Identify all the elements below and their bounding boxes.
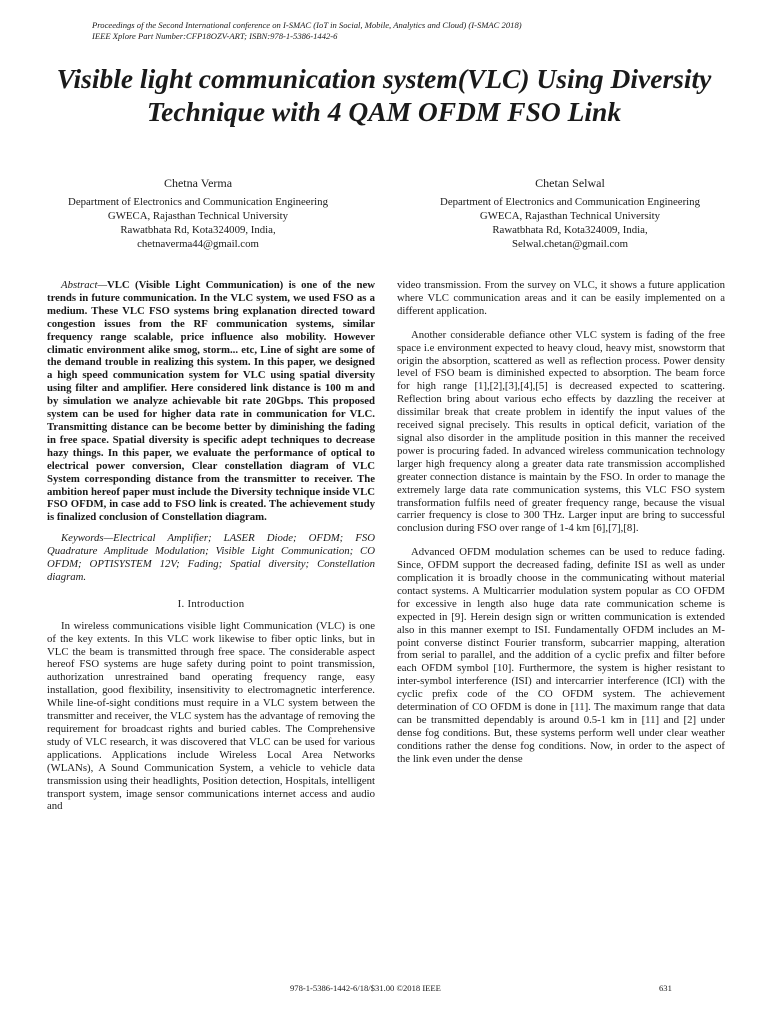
abstract-paragraph [47,279,375,524]
author-dept: Department of Electronics and Communication Engineering [440,196,700,208]
body-paragraph-2: Another considerable defiance other VLC system is fading of the free space i.e environment expected to heavy cloud, heavy mist, snowstorm that origin the absorption, scattered as well as reflection process. Power density level of FSO beam is diminished expected to absorption. The beam force for high range [1],[2],[3],[4],[5] is decreased expected to scattering. Reflection bring about various echo effects by dazzling the receiver at dissimilar break that create problem in identify the input values of the received signal precisely. This results in optical deficit, variation of the signal also disorder in the amplitude position in this manner the received power is procuring faded. In advanced wireless communication technology larger high frequency along a greater data rate transmission accomplished greater connection distance is maintain by the FSO. In order to manage the extremely large data rate communication systems, this VLC FSO system transformation fulfils need of greater frequency range, because the visual carrier frequency is close to 300 THz. Larger input are bring to successful conclusion during FSO over range of 1-4 km [6],[7],[8]. [397,328,725,535]
footer-copyright: 978-1-5386-1442-6/18/$31.00 ©2018 IEEE [290,983,441,993]
abstract-dash: — [97,279,107,291]
author-address: Rawatbhata Rd, Kota324009, India, [492,224,648,236]
author-block-1 [33,176,363,251]
author-email: chetnaverma44@gmail.com [137,238,259,250]
body-paragraph-3: Advanced OFDM modulation schemes can be used to reduce fading. Since, OFDM support the decreased fading, definite ISI as well as under complication it is broadly choose in the communicating without material contact systems. A Multicarrier modulation system popular as CO OFDM for excessive in length also huge data rate communication scheme is expected in [9]. Herein design sign or written communication is extended also in this manner exempt to ISI. Fundamentally OFDM includes an M-point converse distinct Fourier transform, subcarrier mapping, alteration from serial to parallel, and the addition of a cyclic prefix and filter before each OFDM symbol [10]. Furthermore, the system is higher resistant to inter-symbol interference (ISI) and intercarrier interference (ICI) with the cyclic prefix code of the CO OFDM system. The achievement determination of CO OFDM is done in [11]. The maximum range that data can be transmitted dependably is around 0.5-1 km in [11] and [2] under dense fog conditions. But, these systems perform well under clear weather conditions rather the dense fog conditions. Now, in order to the aspect of the link even under the dense [397,546,725,765]
author-block-2 [405,176,735,251]
author-univ: GWECA, Rajasthan Technical University [107,210,289,222]
intro-paragraph-1: In wireless communications visible light Communication (VLC) is one of the key extents. In this VLC work likewise to fiber optic links, but in VLC the beam is transmitted through free space. The considerable aspect hereof FSO systems are huge safety during point to point transmission, authorization unrestrained band operating frequency range, easy installation, good flexibility, insensitivity to electromagnetic interference. While line-of-sight conditions must require in a VLC system between the transmitter and receiver, the VLC system has the advantage of removing the requirement for broadcast rights and buried cables. The Comprehensive study of VLC research, it was discovered that VLC can be used for various applications. Applications include Wireless Local Area Networks (WLANs), A Sound Communication System, a vehicle to vehicle data transmission using their headlights, Position detection, Hospitals, intelligent transport system, image sensor communications internet access and audio and [47,619,375,813]
paper-title: Visible light communication system(VLC) Using Diversity Technique with 4 QAM OFDM FSO Link [56,63,712,127]
right-column [397,279,725,766]
keywords: Keywords—Electrical Amplifier; LASER Diode; OFDM; FSO Quadrature Amplitude Modulation; Visible Light Communication; CO OFDM; OPTISYSTEM 12V; Fading; Spatial diversity; Constellation diagram. [47,532,375,583]
proceedings-header: Proceedings of the Second International conference on I-SMAC (IoT in Social, Mobile, Analytics and Cloud) (I-SMAC 2018) [92,20,522,30]
author-name: Chetan Selwal [535,176,605,190]
isbn-header: IEEE Xplore Part Number:CFP18OZV-ART; ISBN:978-1-5386-1442-6 [92,31,338,41]
abstract-text: VLC (Visible Light Communication) is one of the new trends in future communication. In the VLC system, we used FSO as a medium. These VLC FSO systems bring explanation directed toward congestion issues from the RF communication systems, similar frequency range scalable, price influence also mobility. However climatic environment alike smog, storm... etc, Line of sight are some of the demand trouble in realizing this system. In this paper, we designed a high speed communication system for VLC using spatial diversity using filter and amplifier. Here considered link distance is 100 m and by simulation we analyze achievable bit rate 20Gbps. This proposed system can be used for higher data rate in communication for VLC. Transmitting distance can be become better by diminishing the fading in free space. Spatial diversity is specific adept techniques to decrease hazy things. In this paper, we evaluate the performance of optical to electrical power conversion, Clear constellation diagram of VLC System corresponding distance from the transmitter to receiver. The ambition hereof paper must include the Diversity technique inside VLC FSO OFDM, in case add to FSO link is created. The achievement study is finalized conclusion of Constellation diagram. [47,279,375,524]
abstract-label: Abstract [61,279,98,291]
page-number: 631 [659,983,672,993]
left-column [47,279,375,813]
author-name: Chetna Verma [163,176,233,190]
author-email: Selwal.chetan@gmail.com [511,238,629,250]
author-address: Rawatbhata Rd, Kota324009, India, [120,224,276,236]
body-paragraph-1: video transmission. From the survey on VLC, it shows a future application where VLC communication areas and it can be easily implemented on a different application. [397,279,725,317]
author-univ: GWECA, Rajasthan Technical University [479,210,661,222]
section-heading-introduction: I. Introduction [177,597,245,610]
author-dept: Department of Electronics and Communication Engineering [68,196,328,208]
